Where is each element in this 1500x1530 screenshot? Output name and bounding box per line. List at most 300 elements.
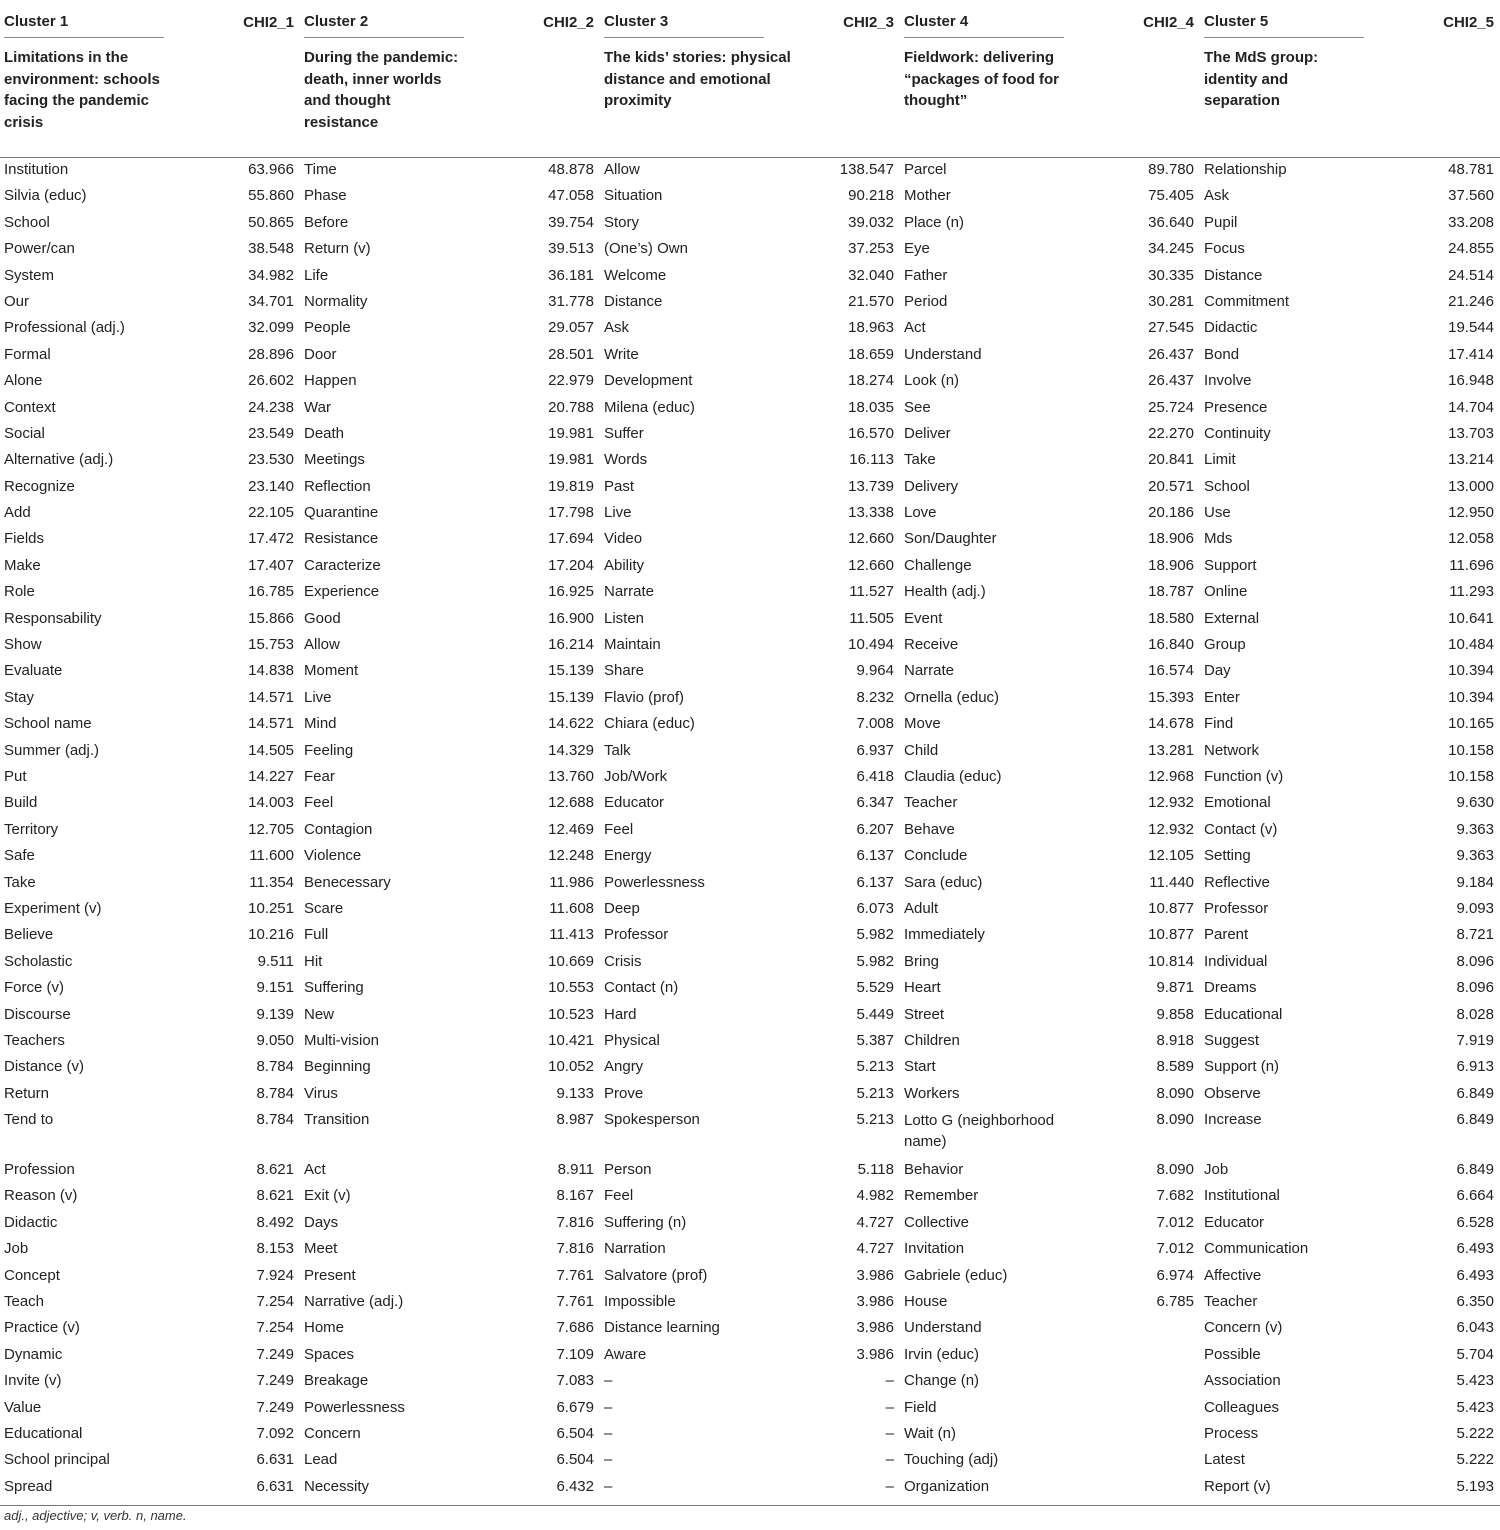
chi2-value-cell: 7.816 xyxy=(556,1213,594,1231)
chi2-value-cell: 10.165 xyxy=(1448,715,1494,733)
word-cell: Receive xyxy=(904,636,959,654)
word-cell: Reason (v) xyxy=(4,1187,78,1205)
word-cell: Remember xyxy=(904,1187,979,1205)
word-cell: Show xyxy=(4,636,42,654)
chi2-value-cell: 8.721 xyxy=(1456,926,1494,944)
table-row xyxy=(0,580,1500,606)
word-cell: Process xyxy=(1204,1424,1259,1442)
word-cell: Pupil xyxy=(1204,213,1238,231)
word-cell: Move xyxy=(904,715,941,733)
word-cell: Ask xyxy=(1204,187,1230,205)
chi2-value-cell: 8.492 xyxy=(256,1213,294,1231)
chi2-value-cell: 75.405 xyxy=(1148,187,1194,205)
chi2-value-cell: 5.193 xyxy=(1456,1477,1494,1495)
chi2-value-cell: 9.511 xyxy=(257,952,294,970)
word-cell: Narrate xyxy=(904,662,955,680)
word-cell: Profession xyxy=(4,1161,75,1179)
word-cell: Continuity xyxy=(1204,424,1271,442)
word-cell: Challenge xyxy=(904,556,972,574)
chi2-value-cell: 6.679 xyxy=(556,1398,594,1416)
word-cell: Chiara (educ) xyxy=(604,715,695,733)
word-cell: Immediately xyxy=(904,926,985,944)
word-cell: Practice (v) xyxy=(4,1319,80,1337)
chi2-value-cell: 6.418 xyxy=(856,767,894,785)
chi2-value-cell: 7.919 xyxy=(1456,1031,1494,1049)
chi2-value-cell: 15.393 xyxy=(1148,688,1194,706)
chi2-value-cell xyxy=(1095,1369,1200,1395)
word-cell: Children xyxy=(904,1031,960,1049)
word-cell: Dynamic xyxy=(4,1345,63,1363)
chi2-value-cell: 6.137 xyxy=(856,847,894,865)
chi2-value-cell: 9.858 xyxy=(1156,1005,1194,1023)
word-cell: Add xyxy=(4,504,31,522)
word-cell: Setting xyxy=(1204,847,1251,865)
word-cell: Scare xyxy=(304,899,344,917)
chi2-value-cell: – xyxy=(885,1398,894,1416)
chi2-value-cell: 16.570 xyxy=(848,424,894,442)
cluster-4-header: Cluster 4 xyxy=(900,5,1095,39)
chi2-value-cell: 34.701 xyxy=(248,292,294,310)
table-row xyxy=(0,1290,1500,1316)
word-cell: Situation xyxy=(604,187,663,205)
chi2-value-cell: 6.432 xyxy=(556,1477,594,1495)
word-cell: Quarantine xyxy=(304,504,379,522)
word-cell: Experiment (v) xyxy=(4,899,102,917)
word-cell: Claudia (educ) xyxy=(904,767,1002,785)
chi2-value-cell: 9.093 xyxy=(1456,899,1494,917)
table-row xyxy=(0,1475,1500,1506)
cluster-header-row xyxy=(0,5,1500,39)
chi2-value-cell: 10.641 xyxy=(1448,609,1494,627)
word-cell: Adult xyxy=(904,899,939,917)
word-cell: Deep xyxy=(604,899,640,917)
chi2-value-cell: 5.423 xyxy=(1456,1372,1494,1390)
word-cell: – xyxy=(604,1477,613,1495)
word-cell: Milena (educ) xyxy=(604,398,695,416)
word-cell: Words xyxy=(604,451,648,469)
word-cell: Child xyxy=(904,741,939,759)
chi2-value-cell: 29.057 xyxy=(548,319,594,337)
word-cell: Silvia (educ) xyxy=(4,187,87,205)
chi2-value-cell: 24.514 xyxy=(1448,266,1494,284)
chi2-value-cell: 32.099 xyxy=(248,319,294,337)
chi2-value-cell: 28.501 xyxy=(548,345,594,363)
word-cell: Field xyxy=(904,1398,937,1416)
chi2-value-cell: 23.549 xyxy=(248,424,294,442)
chi2-value-cell: 9.151 xyxy=(256,979,294,997)
word-cell: Online xyxy=(1204,583,1248,601)
word-cell: Latest xyxy=(1204,1451,1245,1469)
chi2-value-cell: 10.484 xyxy=(1448,636,1494,654)
chi2-value-cell: – xyxy=(885,1451,894,1469)
word-cell: Institution xyxy=(4,161,69,178)
chi2-value-cell: 8.090 xyxy=(1156,1084,1194,1102)
chi2-value-cell: 12.469 xyxy=(548,820,594,838)
word-cell: Contact (n) xyxy=(604,979,679,997)
word-cell: Act xyxy=(304,1161,326,1179)
word-cell: Meetings xyxy=(304,451,365,469)
word-cell: School principal xyxy=(4,1451,110,1469)
word-cell: Irvin (educ) xyxy=(904,1345,980,1363)
chi2-value-cell: 13.000 xyxy=(1448,477,1494,495)
table-row xyxy=(0,211,1500,237)
table-row xyxy=(0,158,1500,185)
word-cell: School xyxy=(4,213,50,231)
chi2-value-cell: 89.780 xyxy=(1148,161,1194,178)
chi2-value-cell: 6.785 xyxy=(1156,1293,1194,1311)
chi2-value-cell: 37.560 xyxy=(1448,187,1494,205)
word-cell: Teach xyxy=(4,1293,45,1311)
table-row xyxy=(0,923,1500,949)
chi2-value-cell: 7.083 xyxy=(556,1372,594,1390)
chi2-value-cell: 63.966 xyxy=(248,161,294,178)
cluster-2-header: Cluster 2 xyxy=(300,5,495,39)
word-cell: Start xyxy=(904,1058,936,1076)
word-cell: Maintain xyxy=(604,636,661,654)
chi2-value-cell: 21.570 xyxy=(848,292,894,310)
chi2-value-cell: 9.871 xyxy=(1156,979,1194,997)
chi2-value-cell: 9.363 xyxy=(1456,847,1494,865)
chi2-value-cell: 5.449 xyxy=(856,1005,894,1023)
word-cell: Event xyxy=(904,609,943,627)
word-cell: Wait (n) xyxy=(904,1424,956,1442)
chi2-value-cell: 36.181 xyxy=(548,266,594,284)
table-row xyxy=(0,448,1500,474)
word-cell: Happen xyxy=(304,372,357,390)
chi2-value-cell: 7.254 xyxy=(256,1293,294,1311)
word-cell: Support (n) xyxy=(1204,1058,1280,1076)
word-cell: Didactic xyxy=(1204,319,1258,337)
word-cell: Street xyxy=(904,1005,945,1023)
chi2-value-cell: 20.186 xyxy=(1148,504,1194,522)
chi2-value-cell: 12.705 xyxy=(248,820,294,838)
chi2-value-cell: 20.841 xyxy=(1148,451,1194,469)
word-cell: Allow xyxy=(604,161,640,178)
word-cell: School name xyxy=(4,715,92,733)
word-cell: Bring xyxy=(904,952,940,970)
chi2-value-cell: 8.153 xyxy=(256,1240,294,1258)
chi2-value-cell: 8.784 xyxy=(256,1084,294,1102)
word-cell: Narrative (adj.) xyxy=(304,1293,404,1311)
chi2-value-cell: 12.058 xyxy=(1448,530,1494,548)
word-cell: See xyxy=(904,398,931,416)
word-cell: Tend to xyxy=(4,1111,54,1129)
word-cell: Summer (adj.) xyxy=(4,741,100,759)
word-cell: Reflective xyxy=(1204,873,1270,891)
word-cell: Spokesperson xyxy=(604,1111,700,1129)
chi2-value-cell: 13.739 xyxy=(848,477,894,495)
word-cell: Before xyxy=(304,213,349,231)
chi2-value-cell: 17.694 xyxy=(548,530,594,548)
word-cell: Take xyxy=(4,873,36,891)
word-cell: Crisis xyxy=(604,952,642,970)
word-cell: Presence xyxy=(1204,398,1268,416)
chi2-value-cell xyxy=(1095,1422,1200,1448)
word-cell: Educator xyxy=(604,794,665,812)
chi2-value-cell: 9.630 xyxy=(1456,794,1494,812)
chi2-value-cell: 12.660 xyxy=(848,556,894,574)
word-cell: Build xyxy=(4,794,38,812)
chi2-value-cell: 11.608 xyxy=(549,899,594,917)
word-cell: Believe xyxy=(4,926,54,944)
word-cell: Heart xyxy=(904,979,941,997)
word-cell: – xyxy=(604,1451,613,1469)
chi2-value-cell: 50.865 xyxy=(248,213,294,231)
word-cell: Phase xyxy=(304,187,347,205)
word-cell: Ask xyxy=(604,319,630,337)
word-cell: Concern xyxy=(304,1424,361,1442)
word-cell: Fear xyxy=(304,767,335,785)
chi2-value-cell: 12.105 xyxy=(1148,847,1194,865)
chi2-value-cell: 14.571 xyxy=(248,715,294,733)
word-cell: Stay xyxy=(4,688,35,706)
chi2-value-cell: 18.963 xyxy=(848,319,894,337)
word-cell: Video xyxy=(604,530,643,548)
word-cell: Individual xyxy=(1204,952,1268,970)
chi2-value-cell: – xyxy=(885,1424,894,1442)
chi2-value-cell: 9.964 xyxy=(856,662,894,680)
table-row xyxy=(0,290,1500,316)
word-cell: Feel xyxy=(604,820,634,838)
chi2-value-cell: 24.238 xyxy=(248,398,294,416)
table-row xyxy=(0,316,1500,342)
chi2-value-cell: 7.249 xyxy=(256,1398,294,1416)
word-cell: Mother xyxy=(904,187,951,205)
chi2-value-cell: 26.602 xyxy=(248,372,294,390)
chi2-value-cell: 39.513 xyxy=(548,240,594,258)
word-cell: War xyxy=(304,398,331,416)
chi2-value-cell: 39.032 xyxy=(848,213,894,231)
word-cell: People xyxy=(304,319,351,337)
word-cell: Impossible xyxy=(604,1293,676,1311)
cluster-title-row xyxy=(0,39,1500,158)
word-cell: Contagion xyxy=(304,820,373,838)
word-cell: Institutional xyxy=(1204,1187,1280,1205)
chi2-value-cell: 23.530 xyxy=(248,451,294,469)
chi2-value-cell: 16.574 xyxy=(1148,662,1194,680)
word-cell: Alone xyxy=(4,372,43,390)
chi2-value-cell: 47.058 xyxy=(548,187,594,205)
word-cell: Take xyxy=(904,451,936,469)
chi2-value-cell: 20.571 xyxy=(1148,477,1194,495)
word-cell: External xyxy=(1204,609,1260,627)
word-cell: Bond xyxy=(1204,345,1240,363)
word-cell: Return xyxy=(4,1084,50,1102)
table-row xyxy=(0,1316,1500,1342)
chi2-value-cell xyxy=(1095,1475,1200,1506)
word-cell: Moment xyxy=(304,662,359,680)
word-cell: Function (v) xyxy=(1204,767,1284,785)
chi2-value-cell: 16.900 xyxy=(548,609,594,627)
word-cell: Scholastic xyxy=(4,952,73,970)
word-cell: Educational xyxy=(4,1424,83,1442)
word-cell: Narrate xyxy=(604,583,655,601)
chi2-value-cell: 48.781 xyxy=(1448,161,1494,178)
chi2-value-cell: 11.293 xyxy=(1449,583,1494,601)
chi2-value-cell: 8.911 xyxy=(557,1161,594,1179)
chi2-value-cell: 11.696 xyxy=(1449,556,1494,574)
word-cell: Lead xyxy=(304,1451,338,1469)
chi2-value-cell: 6.347 xyxy=(856,794,894,812)
word-cell: Mind xyxy=(304,715,337,733)
chi2-value-cell: 16.948 xyxy=(1448,372,1494,390)
chi2-value-cell: 19.544 xyxy=(1448,319,1494,337)
chi2-value-cell: 4.727 xyxy=(856,1240,894,1258)
chi2-value-cell: 8.096 xyxy=(1456,979,1494,997)
table-row xyxy=(0,633,1500,659)
word-cell: Association xyxy=(1204,1372,1281,1390)
word-cell: Life xyxy=(304,266,329,284)
word-cell: Spaces xyxy=(304,1345,355,1363)
chi2-value-cell: 13.703 xyxy=(1448,424,1494,442)
chi2-value-cell: 6.493 xyxy=(1456,1240,1494,1258)
word-cell: Suffer xyxy=(604,424,644,442)
word-cell: Ability xyxy=(604,556,645,574)
table-row xyxy=(0,1158,1500,1184)
table-row xyxy=(0,976,1500,1002)
word-cell: Feel xyxy=(304,794,334,812)
table-row xyxy=(0,739,1500,765)
chi2-value-cell: 23.140 xyxy=(248,477,294,495)
word-cell: Beginning xyxy=(304,1058,371,1076)
word-cell: Distance (v) xyxy=(4,1058,85,1076)
chi2-value-cell xyxy=(1095,1343,1200,1369)
chi2-value-cell: 16.925 xyxy=(548,583,594,601)
chi2-value-cell: 6.974 xyxy=(1156,1266,1194,1284)
chi2-value-cell: 5.982 xyxy=(856,926,894,944)
table-row xyxy=(0,422,1500,448)
chi2-value-cell: 8.589 xyxy=(1156,1058,1194,1076)
chi2-value-cell: 24.855 xyxy=(1448,240,1494,258)
word-cell: Death xyxy=(304,424,345,442)
chi2-value-cell: 26.437 xyxy=(1148,372,1194,390)
word-cell: Find xyxy=(1204,715,1234,733)
table-row xyxy=(0,527,1500,553)
word-cell: Professional (adj.) xyxy=(4,319,125,337)
chi2-value-cell: 4.982 xyxy=(856,1187,894,1205)
chi2-value-cell: 5.213 xyxy=(856,1111,894,1129)
chi2-value-cell: 5.423 xyxy=(1456,1398,1494,1416)
word-cell: Group xyxy=(1204,636,1246,654)
table-row xyxy=(0,1369,1500,1395)
word-cell: Hard xyxy=(604,1005,637,1023)
chi2-value-cell: 9.363 xyxy=(1456,820,1494,838)
word-cell: Concept xyxy=(4,1266,60,1284)
word-cell: Feeling xyxy=(304,741,354,759)
table-row xyxy=(0,1264,1500,1290)
chi2-value-cell: 8.918 xyxy=(1156,1031,1194,1049)
chi2-value-cell: 13.281 xyxy=(1148,741,1194,759)
word-cell: Full xyxy=(304,926,329,944)
word-cell: Context xyxy=(4,398,56,416)
chi2-value-cell: 5.222 xyxy=(1456,1451,1494,1469)
chi2-value-cell: 13.760 xyxy=(548,767,594,785)
chi2-value-cell: 14.838 xyxy=(248,662,294,680)
chi2-value-cell: 10.814 xyxy=(1148,952,1194,970)
chi2-value-cell: 6.043 xyxy=(1456,1319,1494,1337)
word-cell: – xyxy=(604,1372,613,1390)
chi2-value-cell: 3.986 xyxy=(856,1293,894,1311)
chi2-value-cell: 12.950 xyxy=(1448,504,1494,522)
table-row xyxy=(0,950,1500,976)
chi2-value-cell: 7.092 xyxy=(256,1424,294,1442)
chi2-value-cell: 17.407 xyxy=(248,556,294,574)
cluster-3-header: Cluster 3 xyxy=(600,5,795,39)
chi2-value-cell xyxy=(1095,1448,1200,1474)
chi2-value-cell: 12.660 xyxy=(848,530,894,548)
word-cell: Eye xyxy=(904,240,930,258)
table-row xyxy=(0,396,1500,422)
chi2-value-cell: 11.986 xyxy=(549,873,594,891)
chi2-1-header: CHI2_1 xyxy=(243,13,294,31)
word-cell: Territory xyxy=(4,820,59,838)
word-cell: Share xyxy=(604,662,645,680)
table-row xyxy=(0,184,1500,210)
chi2-value-cell: 11.413 xyxy=(549,926,594,944)
word-cell: Involve xyxy=(1204,372,1252,390)
word-cell: Breakage xyxy=(304,1372,369,1390)
word-cell: Days xyxy=(304,1213,339,1231)
word-cell: Return (v) xyxy=(304,240,371,258)
word-cell: Sara (educ) xyxy=(904,873,983,891)
chi2-value-cell: 15.139 xyxy=(548,688,594,706)
chi2-value-cell: 3.986 xyxy=(856,1266,894,1284)
word-cell: Emotional xyxy=(1204,794,1271,812)
word-cell: Possible xyxy=(1204,1345,1261,1363)
table-row xyxy=(0,765,1500,791)
word-cell: Narration xyxy=(604,1240,666,1258)
word-cell: Professor xyxy=(604,926,669,944)
chi2-value-cell: 17.414 xyxy=(1448,345,1494,363)
table-row xyxy=(0,712,1500,738)
word-cell: Salvatore (prof) xyxy=(604,1266,708,1284)
table-footnote: adj., adjective; v, verb. n, name. xyxy=(4,1508,187,1523)
chi2-value-cell: 10.251 xyxy=(248,899,294,917)
word-cell: Suffering xyxy=(304,979,364,997)
word-cell: Suggest xyxy=(1204,1031,1260,1049)
word-cell: Behavior xyxy=(904,1161,964,1179)
chi2-value-cell: 5.387 xyxy=(856,1031,894,1049)
table-row xyxy=(0,1422,1500,1448)
chi2-value-cell: 7.109 xyxy=(556,1345,594,1363)
table-row xyxy=(0,1003,1500,1029)
word-cell: Educator xyxy=(1204,1213,1265,1231)
chi2-value-cell: 27.545 xyxy=(1148,319,1194,337)
word-cell: Story xyxy=(604,213,640,231)
table-row xyxy=(0,1029,1500,1055)
table-row xyxy=(0,607,1500,633)
word-cell: Responsability xyxy=(4,609,102,627)
word-cell: (One’s) Own xyxy=(604,240,688,258)
word-cell: Recognize xyxy=(4,477,75,495)
word-cell: New xyxy=(304,1005,335,1023)
table-row xyxy=(0,659,1500,685)
table-row xyxy=(0,897,1500,923)
chi2-value-cell: 48.878 xyxy=(548,161,594,178)
chi2-5-header: CHI2_5 xyxy=(1443,13,1494,31)
word-cell: Fields xyxy=(4,530,45,548)
word-cell: Person xyxy=(604,1161,652,1179)
word-cell: Benecessary xyxy=(304,873,391,891)
chi2-value-cell: 8.621 xyxy=(256,1161,294,1179)
table-row xyxy=(0,1211,1500,1237)
chi2-value-cell: 12.968 xyxy=(1148,767,1194,785)
chi2-value-cell: 10.158 xyxy=(1448,741,1494,759)
chi2-value-cell: 7.254 xyxy=(256,1319,294,1337)
chi2-value-cell: – xyxy=(885,1372,894,1390)
chi2-value-cell xyxy=(1095,1396,1200,1422)
word-cell: Physical xyxy=(604,1031,660,1049)
